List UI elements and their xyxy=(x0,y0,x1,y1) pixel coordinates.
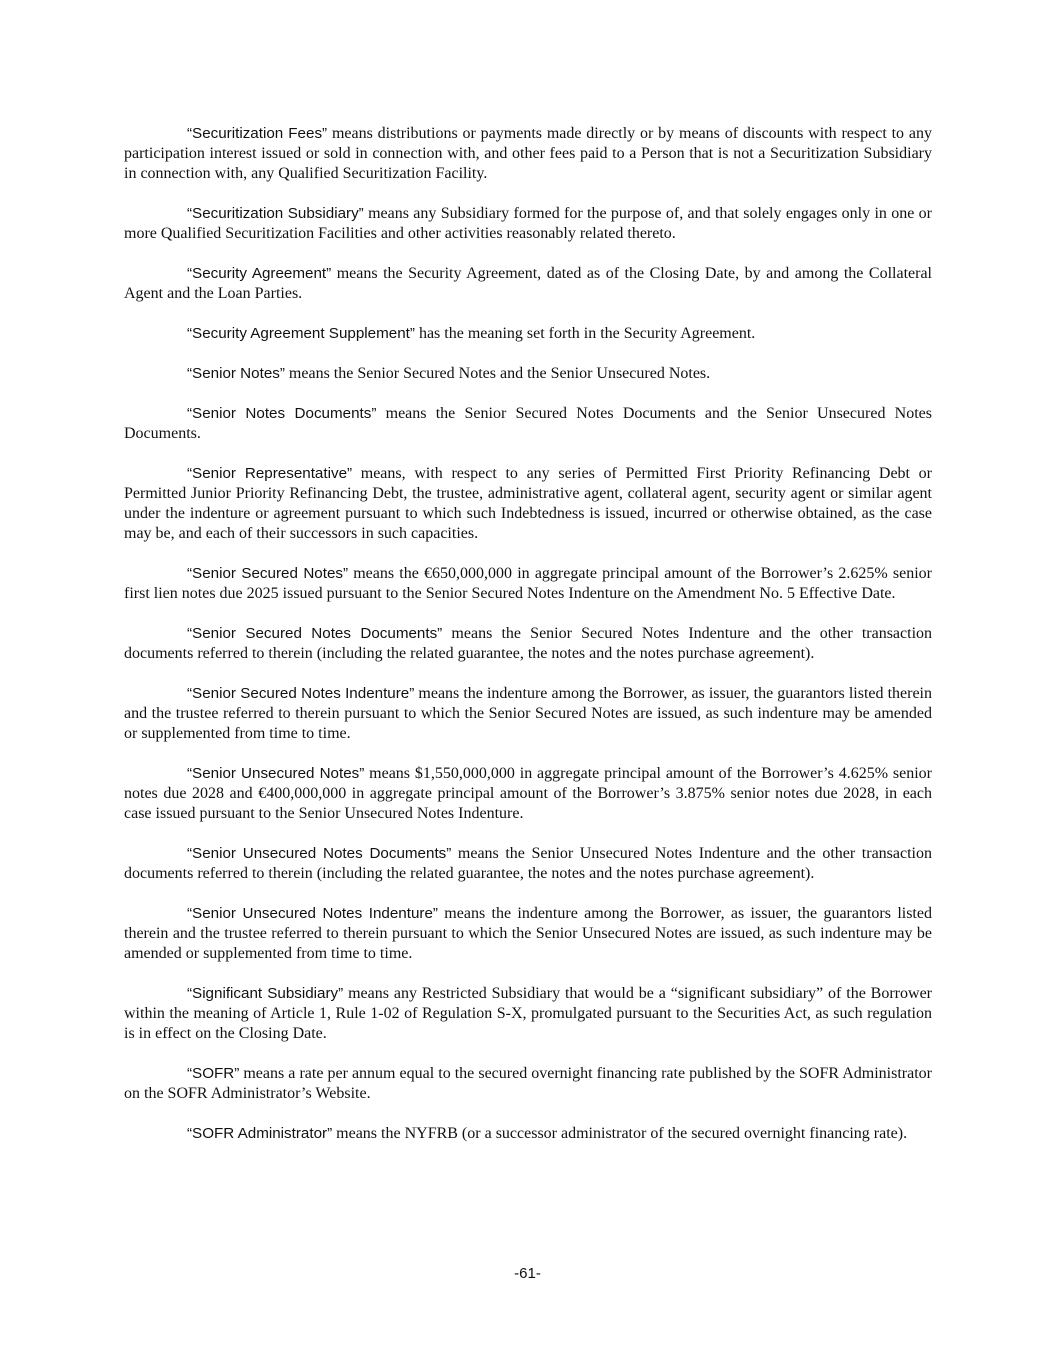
definition-paragraph xyxy=(124,324,932,344)
document-body xyxy=(124,124,932,1164)
definition-paragraph xyxy=(124,364,932,384)
definition-paragraph xyxy=(124,204,932,244)
defined-term: “Senior Secured Notes” xyxy=(187,565,349,582)
definition-paragraph xyxy=(124,264,932,304)
definition-text: means a rate per annum equal to the secured overnight financing rate published by the SOFR Administrator on the SOFR Administrator’s Website. xyxy=(124,1065,932,1102)
definition-text: means the Senior Secured Notes Indenture and the other transaction documents referred to therein (including the related guarantee, the notes and the notes purchase agreement). xyxy=(124,625,933,662)
defined-term: “Senior Notes Documents” xyxy=(187,405,377,422)
definition-text: means any Restricted Subsidiary that would be a “significant subsidiary” of the Borrower within the meaning of Article 1, Rule 1-02 of Regulation S-X, promulgated pursuant to the Securities Act, as such regulation is in effect on the Closing Date. xyxy=(124,985,932,1042)
definition-text: means the indenture among the Borrower, as issuer, the guarantors listed therein and the trustee referred to therein pursuant to which the Senior Secured Notes are issued, as such indenture may be amended or supplemented from time to time. xyxy=(124,685,933,742)
definition-text: means, with respect to any series of Permitted First Priority Refinancing Debt or Permitted Junior Priority Refinancing Debt, the trustee, administrative agent, collateral agent, security agent or similar agent under the indenture or agreement pursuant to which such Indebtedness is issued, incurred or otherwise obtained, as the case may be, and each of their successors in such capacities. xyxy=(124,465,933,542)
definition-paragraph xyxy=(124,564,932,604)
definition-paragraph xyxy=(124,844,932,884)
definition-paragraph xyxy=(124,904,932,964)
definition-paragraph xyxy=(124,124,932,184)
page-number: -61- xyxy=(514,1265,541,1282)
definition-text: means any Subsidiary formed for the purpose of, and that solely engages only in one or more Qualified Securitization Facilities and other activities reasonably related thereto. xyxy=(124,205,932,242)
defined-term: “Senior Unsecured Notes Documents” xyxy=(187,845,452,862)
definition-paragraph xyxy=(124,684,932,744)
definition-text: means the Security Agreement, dated as of the Closing Date, by and among the Collateral Agent and the Loan Parties. xyxy=(124,265,932,302)
defined-term: “Senior Notes” xyxy=(187,365,285,382)
defined-term: “Senior Unsecured Notes Indenture” xyxy=(187,905,438,922)
definition-text: means $1,550,000,000 in aggregate principal amount of the Borrower’s 4.625% senior notes due 2028 and €400,000,000 in aggregate principal amount of the Borrower’s 3.875% senior notes due 2028, in each case issued pursuant to the Senior Unsecured Notes Indenture. xyxy=(124,765,932,822)
definition-text: means the Senior Secured Notes Documents and the Senior Unsecured Notes Documents. xyxy=(124,405,932,442)
definition-paragraph xyxy=(124,464,932,544)
defined-term: “Security Agreement” xyxy=(187,265,332,282)
definition-text: means distributions or payments made directly or by means of discounts with respect to any participation interest issued or sold in connection with, and other fees paid to a Person that is not a Securitization Subsidiary in connection with, any Qualified Securitization Facility. xyxy=(124,125,932,182)
defined-term: “Senior Secured Notes Indenture” xyxy=(187,685,415,702)
defined-term: “SOFR Administrator” xyxy=(187,1125,333,1142)
defined-term: “Securitization Subsidiary” xyxy=(187,205,364,222)
defined-term: “Senior Secured Notes Documents” xyxy=(187,625,443,642)
definition-paragraph xyxy=(124,1124,932,1144)
definition-paragraph xyxy=(124,764,932,824)
definition-paragraph xyxy=(124,1064,932,1104)
definition-text: means the NYFRB (or a successor administrator of the secured overnight financing rate). xyxy=(332,1125,908,1142)
defined-term: “SOFR” xyxy=(187,1065,240,1082)
defined-term: “Security Agreement Supplement” xyxy=(187,325,415,342)
definition-paragraph xyxy=(124,984,932,1044)
definition-text: means the Senior Secured Notes and the Senior Unsecured Notes. xyxy=(284,365,711,382)
defined-term: “Securitization Fees” xyxy=(187,125,328,142)
defined-term: “Senior Unsecured Notes” xyxy=(187,765,365,782)
definition-text: means the Senior Unsecured Notes Indenture and the other transaction documents referred to therein (including the related guarantee, the notes and the notes purchase agreement). xyxy=(124,845,932,882)
definition-text: means the €650,000,000 in aggregate principal amount of the Borrower’s 2.625% senior first lien notes due 2025 issued pursuant to the Senior Secured Notes Indenture on the Amendment No. 5 Effective Date. xyxy=(124,565,932,602)
definition-paragraph xyxy=(124,624,932,664)
defined-term: “Senior Representative” xyxy=(187,465,353,482)
definition-text: means the indenture among the Borrower, as issuer, the guarantors listed therein and the trustee referred to therein pursuant to which the Senior Unsecured Notes are issued, as such indenture may be amended or supplemented from time to time. xyxy=(124,905,932,962)
definition-text: has the meaning set forth in the Security Agreement. xyxy=(414,325,756,342)
defined-term: “Significant Subsidiary” xyxy=(187,985,344,1002)
definition-paragraph xyxy=(124,404,932,444)
